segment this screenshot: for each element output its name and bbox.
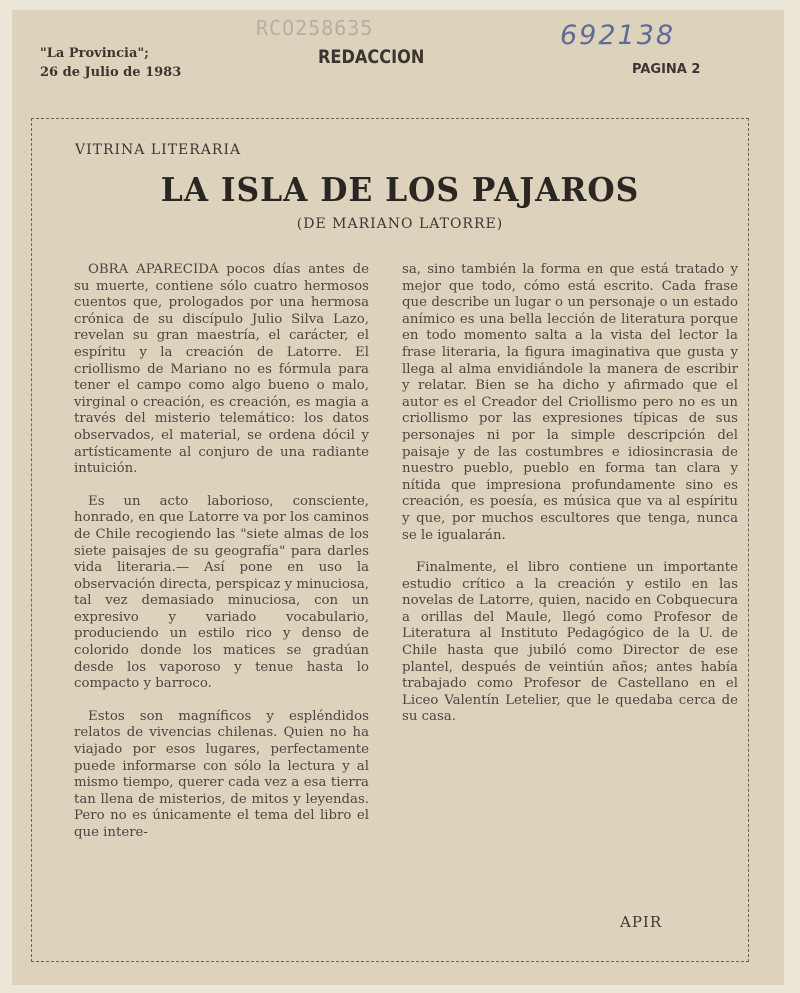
publication-name: "La Provincia"; [40, 46, 149, 61]
article-title: LA ISLA DE LOS PAJAROS [160, 170, 640, 209]
paragraph: sa, sino también la forma en que está tratado y mejor que todo, cómo está escrito. Cada frase que describe un lugar o un personaje o un estado anímico es una bella lección de literatura porque en todo momento salta a la vista del lector la frase literaria, la figura imaginativa que gusta y llega al alma envidiándole la manera de escribir y relatar. Bien se ha dicho y afirmado que el autor es el Creador del Criollismo pero no es un criollismo por las expresiones típicas de sus personajes ni por la simple descripción del paisaje y de las costumbres e idiosincrasia de nuestro pueblo, pueblo en forma tan clara y nítida que impresiona profundamente sino es creación, es poesía, es música que va al espíritu y que, por muchos escultores que tenga, nunca se le igualarán. [402, 262, 738, 543]
article-byline: (DE MARIANO LATORRE) [296, 216, 504, 232]
section-heading: VITRINA LITERARIA [75, 142, 242, 158]
paragraph: Finalmente, el libro contiene un importante estudio crítico a la creación y estilo en las novelas de Latorre, quien, nacido en Cobquecura a orillas del Maule, llegó como Profesor de Literatura al Instituto Pedagógico de la U. de Chile hasta que jubiló como Director de ese plantel, después de veintiún años; antes había trabajado como Profesor de Castellano en el Liceo Valentín Letelier, que le quedaba cerca de su casa. [402, 560, 738, 725]
left-column [74, 262, 369, 858]
page-number: PAGINA 2 [632, 62, 701, 77]
publication-date: 26 de Julio de 1983 [40, 65, 182, 80]
redaccion-stamp: REDACCION [318, 46, 425, 68]
handwritten-number: 692138 [560, 20, 676, 51]
paragraph: Estos son magníficos y espléndidos relatos de vivencias chilenas. Quien no ha viajado por esos lugares, perfectamente puede informarse con sólo la lectura y al mismo tiempo, querer cada vez a esa tierra tan llena de misterios, de mitos y leyendas. Pero no es únicamente el tema del libro el que intere- [74, 708, 369, 840]
author-signature: APIR [620, 913, 663, 931]
publication-info [40, 44, 181, 82]
paragraph: OBRA APARECIDA pocos días antes de su muerte, contiene sólo cuatro hermosos cuentos que, prologados por una hermosa crónica de su discípulo Julio Silva Lazo, revelan su gran maestría, el carácter, el espíritu y la creación de Latorre. El criollismo de Mariano no es fórmula para tener el campo como algo bueno o malo, virginal o creación, es creación, es magia a través del misterio telemático: los datos observados, el material, se ordena dócil y artísticamente al conjuro de una radiante intuición. [74, 262, 369, 477]
archive-stamp: RCO258635 [256, 16, 374, 40]
paragraph: Es un acto laborioso, consciente, honrado, en que Latorre va por los caminos de Chile recogiendo las "siete almas de los siete paisajes de su geografía" para darles vida literaria.— Así pone en uso la observación directa, perspicaz y minuciosa, tal vez demasiado minuciosa, con un expresivo y variado vocabulario, produciendo un estilo rico y denso de colorido donde los matices se gradúan desde los vaporoso y tenue hasta lo compacto y barroco. [74, 493, 370, 692]
right-column [402, 262, 738, 742]
